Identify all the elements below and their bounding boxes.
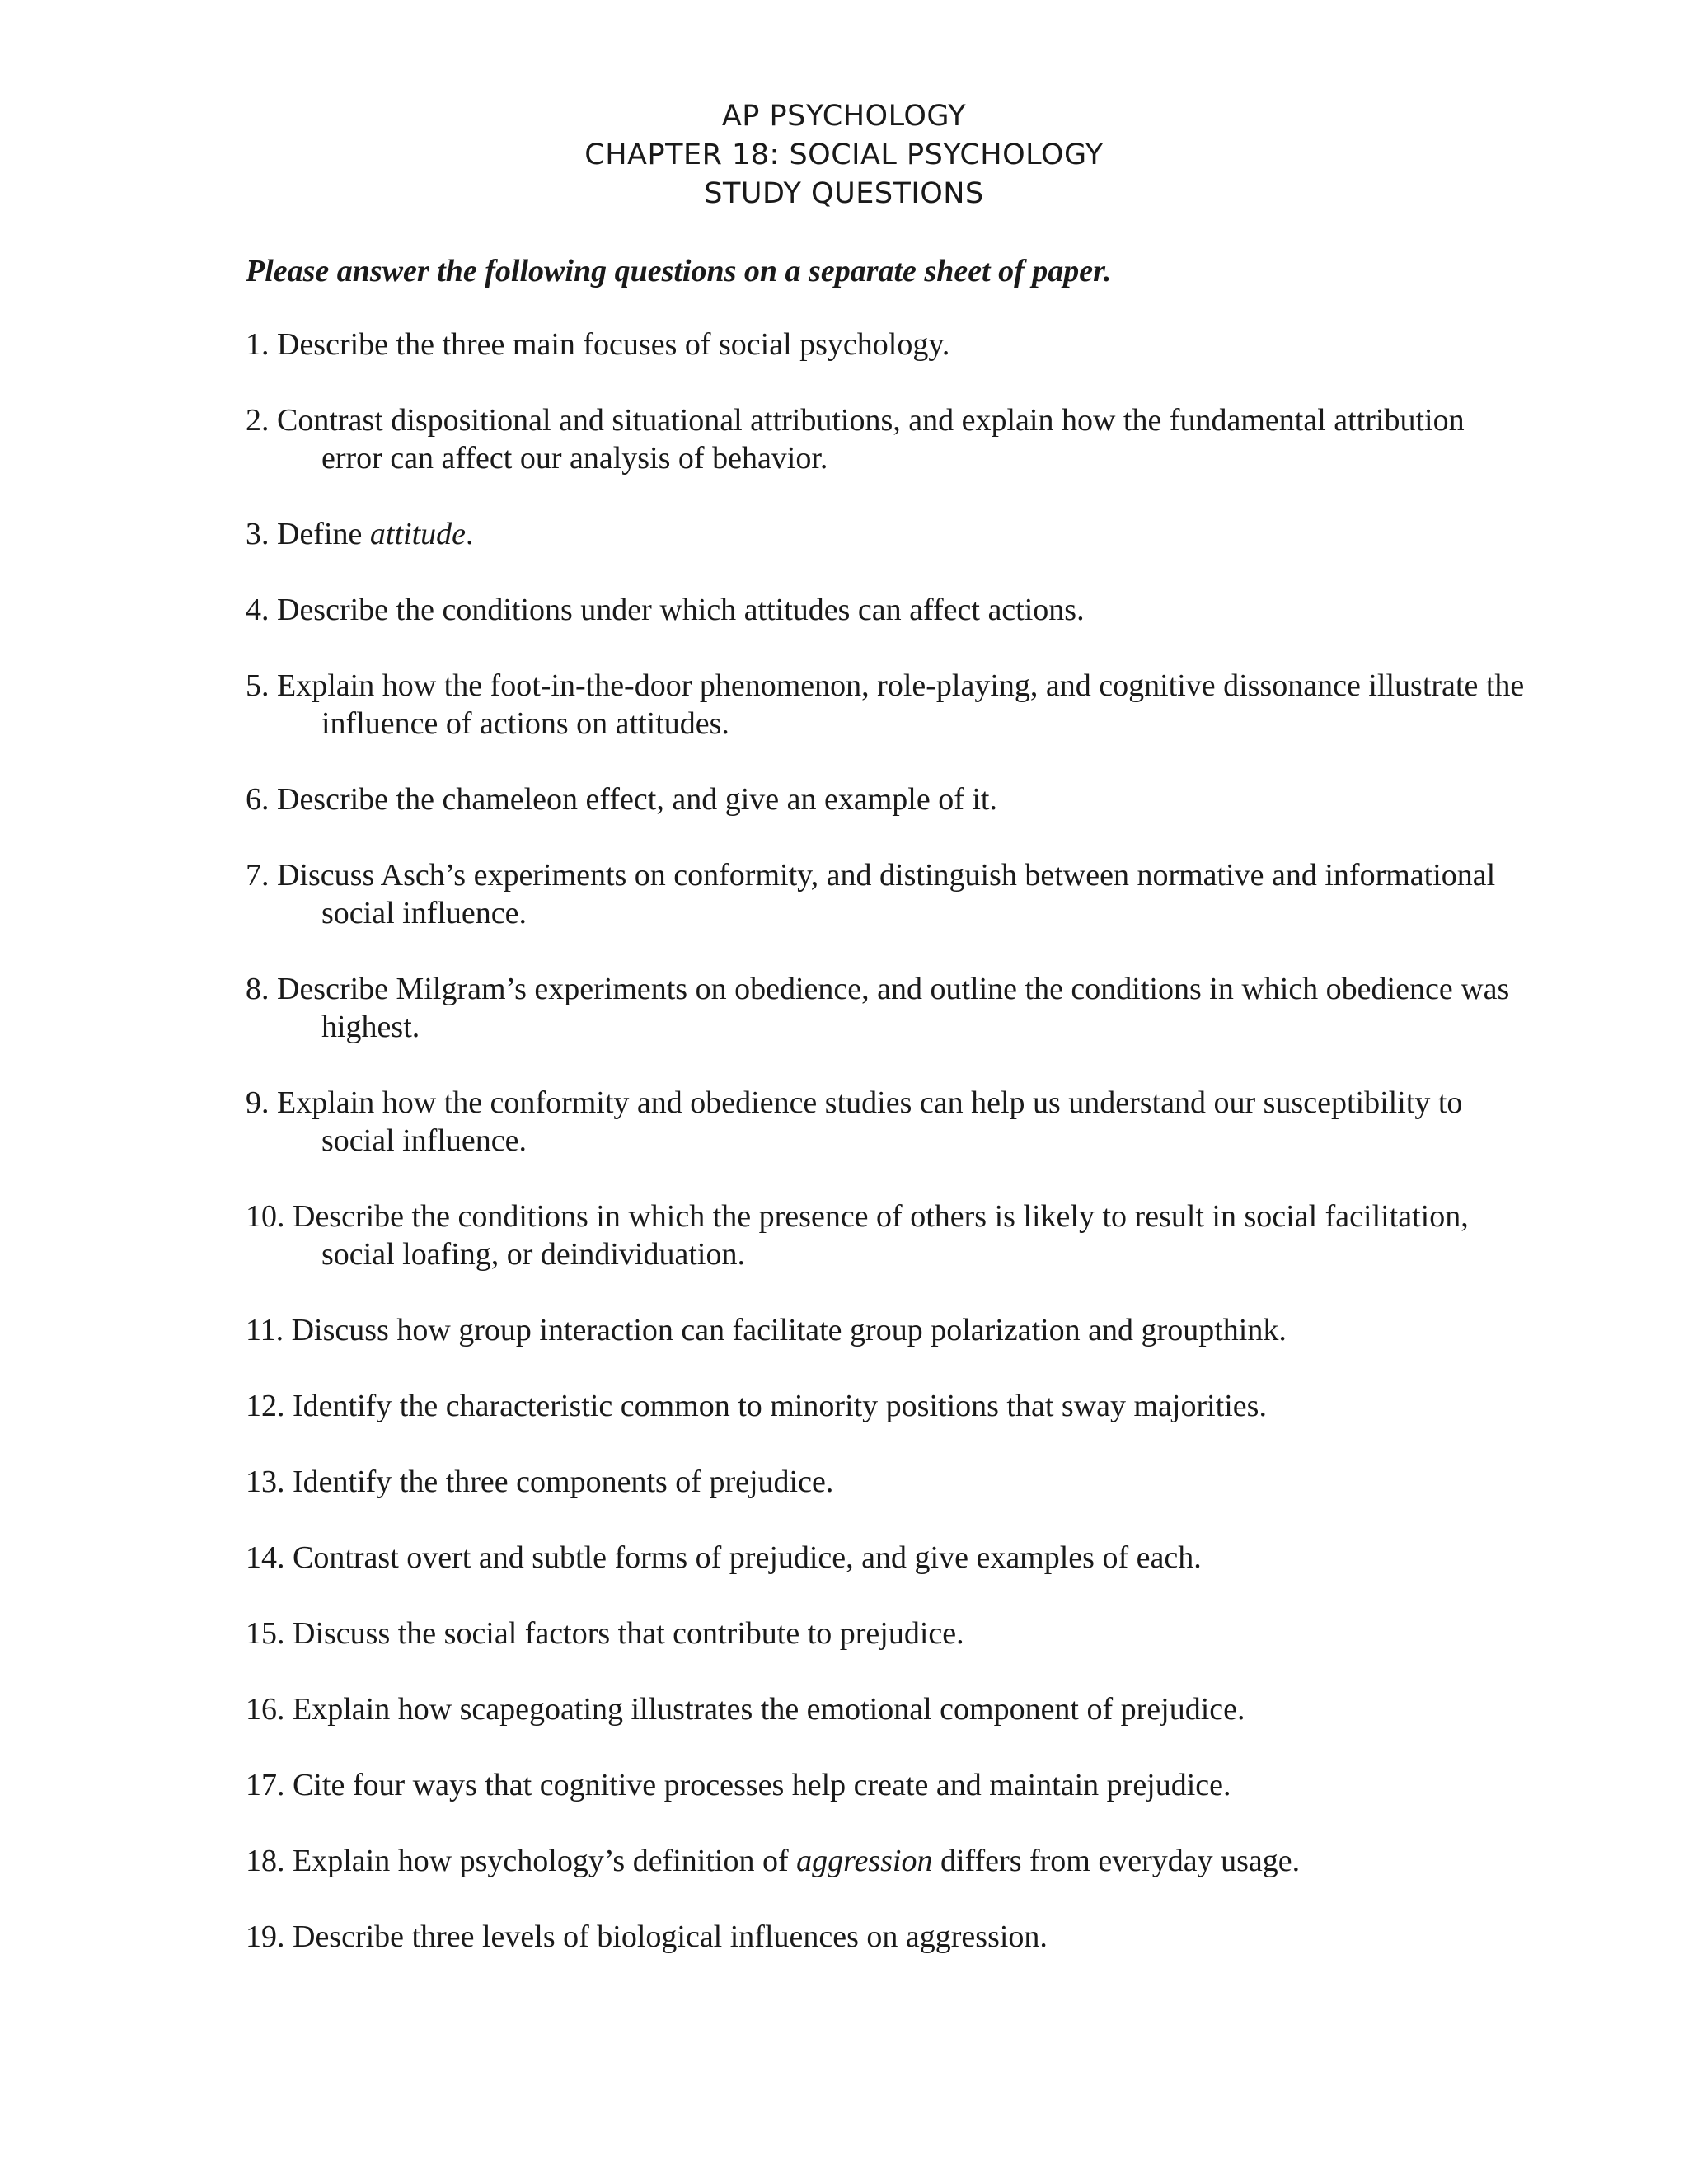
question-item: 14. Contrast overt and subtle forms of prejudice, and give examples of each. xyxy=(246,1540,1202,1575)
question-item: 2. Contrast dispositional and situational attributions, and explain how the fundamental attribution error can affect our analysis of behavior. xyxy=(246,403,1465,476)
question-item: 4. Describe the conditions under which attitudes can affect actions. xyxy=(246,593,1085,627)
document-header xyxy=(0,97,1688,213)
question-item: 9. Explain how the conformity and obedience studies can help us understand our susceptibility to social influence. xyxy=(246,1085,1463,1158)
question-item: 19. Describe three levels of biological influences on aggression. xyxy=(246,1919,1048,1954)
question-item xyxy=(246,515,1531,553)
question-item: 5. Explain how the foot-in-the-door phenomenon, role-playing, and cognitive dissonance illustrate the influence of actions on attitudes. xyxy=(246,668,1525,741)
course-title: AP PSYCHOLOGY xyxy=(721,100,967,133)
section-title: STUDY QUESTIONS xyxy=(704,177,984,210)
instructions: Please answer the following questions on a separate sheet of paper. xyxy=(246,254,1112,288)
chapter-title: CHAPTER 18: SOCIAL PSYCHOLOGY xyxy=(584,138,1104,171)
question-text: 3. Define xyxy=(246,517,370,551)
question-item: 15. Discuss the social factors that contribute to prejudice. xyxy=(246,1616,964,1651)
question-item xyxy=(246,1842,1531,1880)
question-item: 1. Describe the three main focuses of social psychology. xyxy=(246,327,950,362)
question-text: differs from everyday usage. xyxy=(932,1844,1301,1878)
question-text: 18. Explain how psychology’s definition of xyxy=(246,1844,797,1878)
question-term: attitude xyxy=(369,517,466,551)
question-item: 8. Describe Milgram’s experiments on obedience, and outline the conditions in which obedience was highest. xyxy=(246,972,1510,1044)
question-item: 11. Discuss how group interaction can facilitate group polarization and groupthink. xyxy=(246,1313,1287,1347)
question-item: 13. Identify the three components of prejudice. xyxy=(246,1465,834,1499)
question-term: aggression xyxy=(796,1844,933,1878)
question-item: 6. Describe the chameleon effect, and give an example of it. xyxy=(246,782,997,817)
question-item: 7. Discuss Asch’s experiments on conformity, and distinguish between normative and informational social influence. xyxy=(246,858,1496,930)
question-list xyxy=(246,326,1531,1994)
question-text: . xyxy=(466,517,474,551)
question-item: 12. Identify the characteristic common to minority positions that sway majorities. xyxy=(246,1389,1267,1423)
question-item: 10. Describe the conditions in which the presence of others is likely to result in social facilitation, social loafing, or deindividuation. xyxy=(246,1199,1469,1272)
question-item: 16. Explain how scapegoating illustrates the emotional component of prejudice. xyxy=(246,1692,1245,1727)
question-item: 17. Cite four ways that cognitive processes help create and maintain prejudice. xyxy=(246,1768,1231,1802)
